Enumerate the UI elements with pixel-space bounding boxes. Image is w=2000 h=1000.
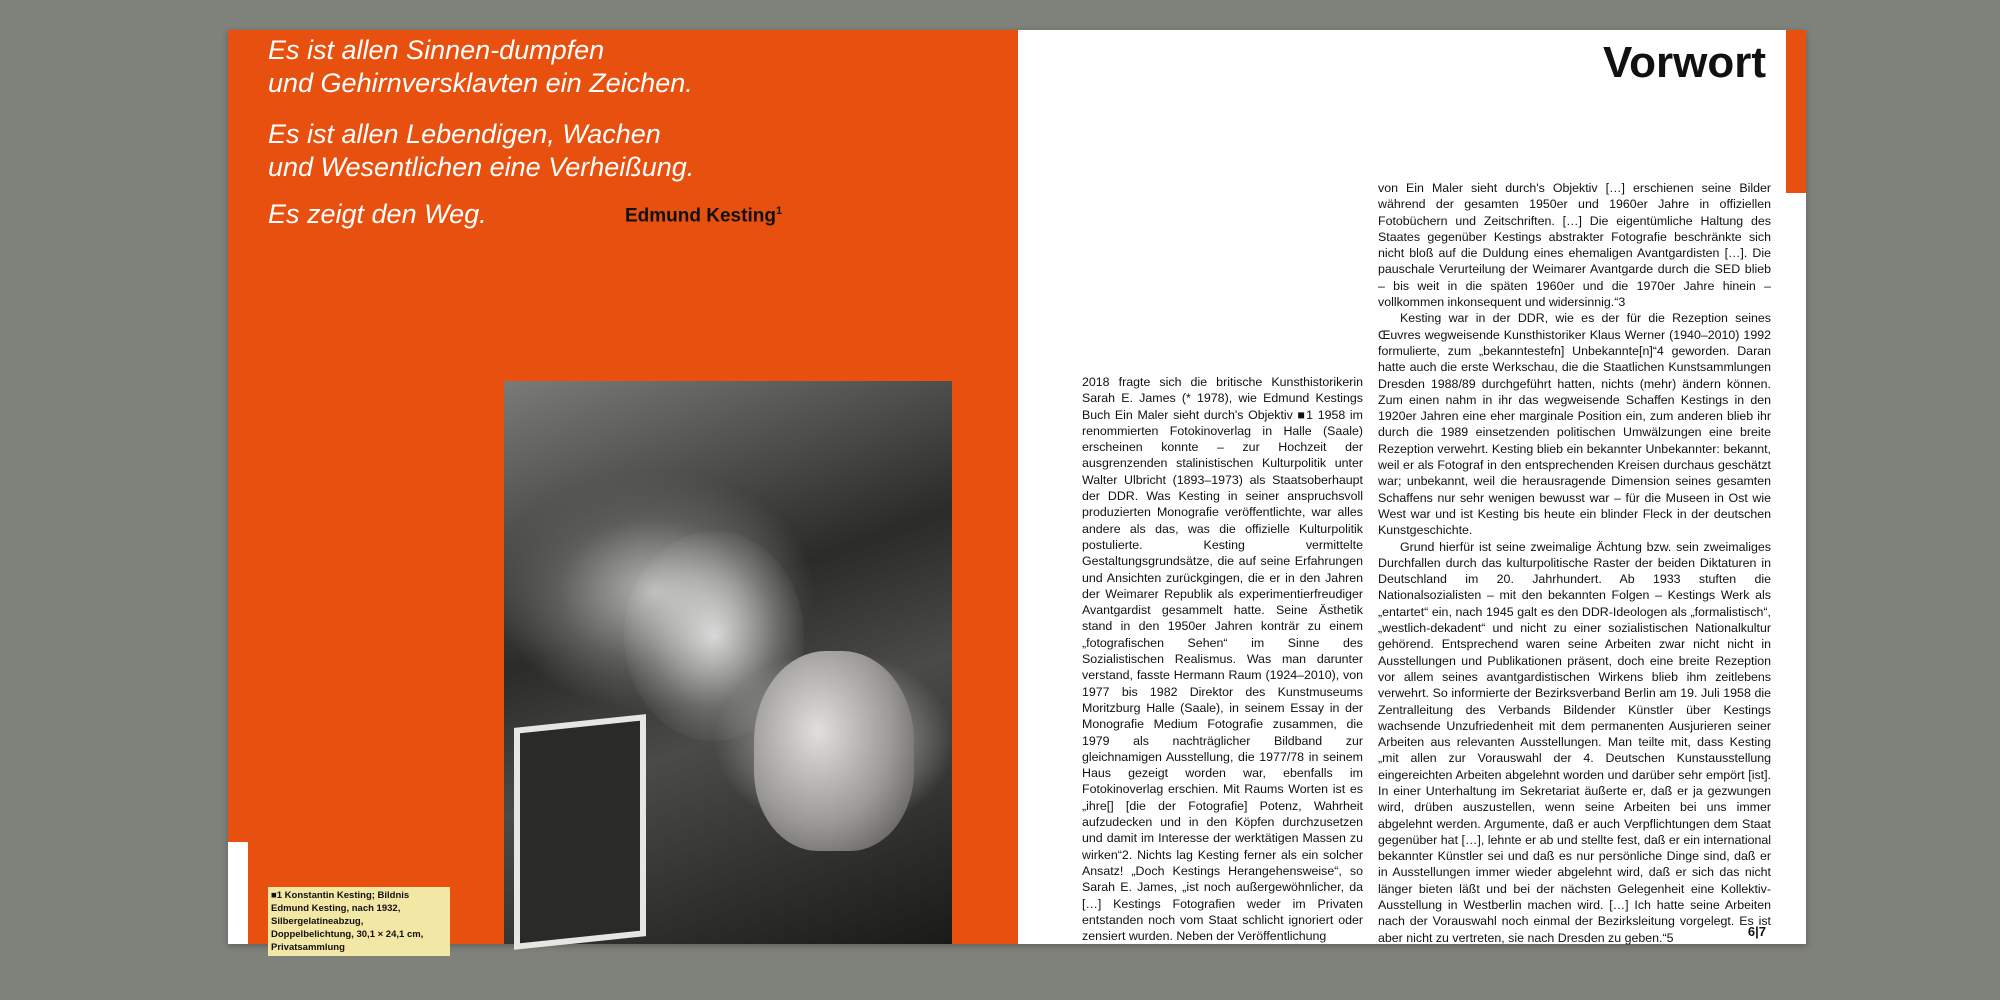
right-page	[1018, 30, 1806, 944]
portrait-photo	[504, 381, 952, 944]
accent-bar	[1786, 30, 1806, 193]
page-number: 6|7	[1747, 924, 1766, 939]
book-spread	[228, 30, 1806, 953]
quote-block-1	[268, 34, 693, 100]
footnote-marker: 1	[775, 205, 783, 217]
quote-author-name: Edmund Kesting	[625, 205, 776, 227]
page-edge-strip	[228, 842, 248, 944]
quote-line: und Wesentlichen eine Verheißung.	[268, 152, 695, 182]
left-page	[228, 30, 1018, 953]
quote-line: Es zeigt den Weg.	[268, 199, 487, 229]
quote-line: und Gehirnversklavten ein Zeichen.	[268, 68, 693, 98]
quote-author	[625, 205, 782, 227]
paragraph: von Ein Maler sieht durch's Objektiv […] erschienen seine Bilder während der gesamten 1950er und 1960er Jahre in offiziellen Fotobüchern und Zeitschriften. […] Die eigentümliche Haltung des Staates gegenüber Kestings abstrakter Fotografie beschränkte sich nicht bloß auf die Duldung eines ehemaligen Avantgardisten […]. Die pauschale Verurteilung der Weimarer Avantgarde durch die SED blieb – bis weit in die späten 1960er und die 1970er Jahre hinein – vollkommen inkonsequent und widersinnig.“3	[1378, 181, 1771, 310]
quote-line: Es ist allen Lebendigen, Wachen	[268, 119, 661, 149]
quote-block-3	[268, 198, 487, 231]
quote-block-2	[268, 118, 694, 184]
quote-line: Es ist allen Sinnen-dumpfen	[268, 35, 605, 65]
photo-frame	[514, 714, 646, 950]
page-heading: Vorwort	[1603, 38, 1766, 87]
photo-face	[754, 651, 914, 851]
paragraph: Grund hierfür ist seine zweimalige Ächtung bzw. sein zweimaliges Durchfallen durch das kulturpolitische Raster der beiden Diktaturen in Deutschland im 20. Jahrhundert. Ab 1933 stuften die Nationalsozialisten – mit den bekannten Folgen – Kestings Werk als „entartet“ ein, nach 1945 galt es den DDR-Ideologen als „formalistisch“, „westlich-dekadent“ und nicht zu einer sozialistischen Nationalkultur gehörend. Entsprechend waren seine Arbeiten zwar nicht nicht in Ausstellungen und Publikationen präsent, doch eine breite Rezeption vor allem seines avantgardistischen Wirkens blieb ihm zeitlebens verwehrt. So informierte der Bezirksverband Berlin am 19. Juli 1958 die Zentralleitung des Verbands Bildender Künstler über Kestings wachsende Unzufriedenheit mit dem permanenten Ausjurieren seiner Arbeiten aus relevanten Ausstellungen. Man teilte mit, dass Kesting „mit allen zur Vorauswahl der 4. Deutschen Kunstausstellung eingereichten Arbeiten abgelehnt worden und darüber sehr empört [ist]. In einer Unterhaltung im Sekretariat äußerte er, daß er ja gezwungen wird, drüben auszustellen, wenn seine Arbeiten bei uns immer abgelehnt werden. Argumente, daß er auch Verpflichtungen dem Staat gegenüber hat […], lehnte er ab und stellte fest, daß er ein international bekannter Künstler sei und daß es nur persönliche Dinge sind, daß er in Ausstellungen immer wieder abgelehnt wird, daß er sich das nicht länger bieten läßt und bei der nächsten Gelegenheit eine Kollektiv-Ausstellung in Westberlin machen wird. […] Ich hatte seine Arbeiten nach der Vorauswahl noch einmal der Bezirksleitung vorgelegt. Es ist aber nicht zu vertreten, sie nach Dresden zu geben.“5	[1378, 539, 1771, 945]
text-column-2	[1378, 180, 1771, 946]
paragraph: Kesting war in der DDR, wie es der für die Rezeption seines Œuvres wegweisende Kunsthistoriker Klaus Werner (1940–2010) 1992 formulierte, zum „bekanntestefn] Unbekannte[n]“4 geworden. Daran hatte auch die erste Werkschau, die die Staatlichen Kunstsammlungen Dresden 1988/89 durchgeführt hatten, nichts (mehr) ändern können. Zum einen nahm in ihr das wegweisende Schaffen Kestings in den 1920er Jahren eine eher marginale Position ein, zum anderen blieb ihr durch die 1989 einsetzenden politischen Umwälzungen eine breite Rezeption verwehrt. Kesting blieb ein bekannter Unbekannter: bekannt, weil er als Fotograf in den entsprechenden Kreisen durchaus geschätzt war; unbekannt, weil die herausragende Dimension seines gesamten Schaffens nur sehr wenigen bewusst war – für die Museen in Ost wie West war und ist Kesting bis heute ein blinder Fleck in der deutschen Kunstgeschichte.	[1378, 311, 1771, 538]
paragraph: 2018 fragte sich die britische Kunsthistorikerin Sarah E. James (* 1978), wie Edmund Kestings Buch Ein Maler sieht durch's Objektiv ■1 1958 im renommierten Fotokinoverlag in Halle (Saale) erscheinen konnte – zur Hochzeit der ausgrenzenden stalinistischen Kulturpolitik unter Walter Ulbricht (1893–1973) als Staatsoberhaupt der DDR. Was Kesting in seiner anspruchsvoll produzierten Monografie veröffentlichte, war alles andere als das, was die offizielle Kulturpolitik postulierte. Kesting vermittelte Gestaltungsgrundsätze, die auf seine Erfahrungen und Ansichten zurückgingen, die er in den Jahren der Weimarer Republik als experimentierfreudiger Avantgardist gesammelt hatte. Seine Ästhetik stand in den 1950er Jahren konträr zu einem „fotografischen Sehen“ im Sinne des Sozialistischen Realismus. Was man darunter verstand, fasste Hermann Raum (1924–2010), von 1977 bis 1982 Direktor des Kunstmuseums Moritzburg Halle (Saale), in seinem Essay in der Monografie Medium Fotografie zusammen, die 1979 als nachträglicher Bildband zur gleichnamigen Ausstellung, die 1977/78 in seinem Haus gezeigt worden war, ebenfalls im Fotokinoverlag erschien. Mit Raums Worten ist es „ihre[] [die der Fotografie] Potenz, Wahrheit aufzudecken und in den Köpfen durchzusetzen und damit im Interesse der werktätigen Massen zu wirken“2. Nichts lag Kesting ferner als ein solcher Ansatz! „Doch Kestings Herangehensweise“, so Sarah E. James, „ist noch außergewöhnlicher, da […] Kestings Fotografien weder im Privaten entstanden noch vom Staat schlicht ignoriert oder zensiert wurden. Neben der Veröffentlichung	[1082, 375, 1363, 944]
text-column-1	[1082, 374, 1363, 944]
photo-caption: ■1 Konstantin Kesting; Bildnis Edmund Kesting, nach 1932, Silbergelatineabzug, Doppelbelichtung, 30,1 × 24,1 cm, Privatsammlung	[268, 887, 450, 956]
